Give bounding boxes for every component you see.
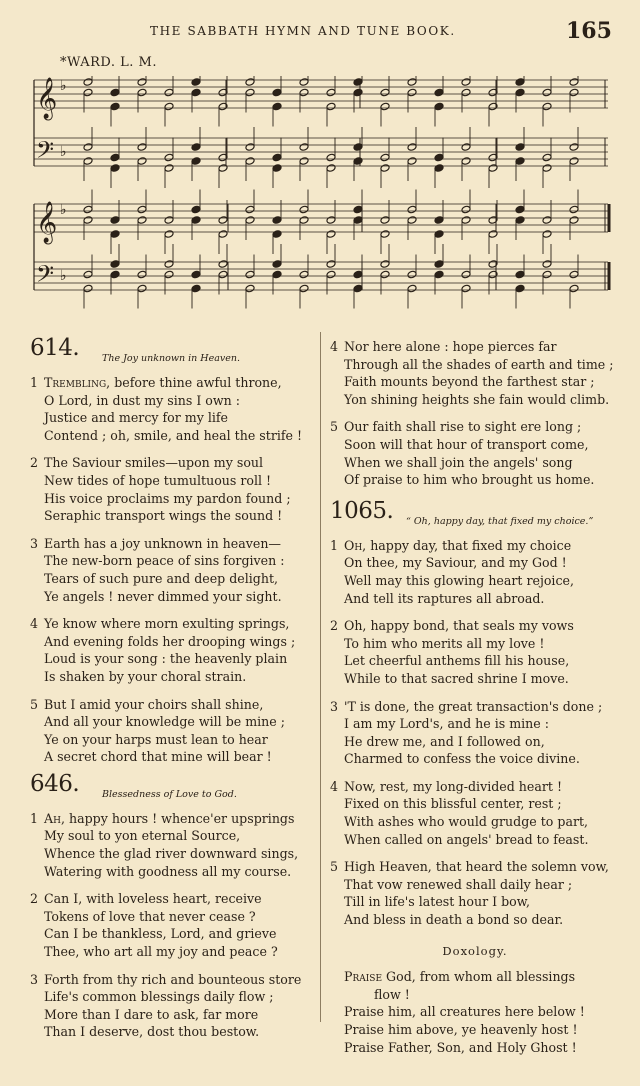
verse-line: Let cheerful anthems fill his house, xyxy=(344,653,570,669)
verse-line: Well may this glowing heart rejoice, xyxy=(344,572,574,588)
hymn-verse xyxy=(330,338,620,408)
verse-line: Earth has a joy unknown in heaven— xyxy=(44,535,282,551)
hymn-block xyxy=(30,770,316,1041)
note-head xyxy=(434,270,444,279)
note-head xyxy=(353,88,363,97)
verse-line-text: happy day, that fixed my choice xyxy=(366,537,572,553)
verse-line: Forth from thy rich and bounteous store xyxy=(44,971,302,987)
note-head xyxy=(542,88,552,97)
note-head xyxy=(434,164,444,173)
note-head xyxy=(326,88,336,97)
verse-line-text: happy hours ! whence'er upsprings xyxy=(64,810,295,826)
note-head xyxy=(569,78,579,87)
hymn-verse xyxy=(30,615,316,685)
note-head xyxy=(515,270,525,279)
hymn-verse xyxy=(30,971,316,1041)
left-column xyxy=(30,335,316,1051)
note-head xyxy=(137,270,147,279)
verse-line: Can I, with loveless heart, receive xyxy=(44,891,262,907)
tune-title: *WARD. L. M. xyxy=(60,55,157,70)
note-head xyxy=(191,284,201,293)
verse-line: Life's common blessings daily flow ; xyxy=(44,989,274,1005)
verse-line: When called on angels' bread to feast. xyxy=(344,831,589,847)
verse-line xyxy=(330,537,620,555)
verse-line: Our faith shall rise to sight ere long ; xyxy=(344,419,582,435)
verse-line: Charmed to confess the voice divine. xyxy=(344,751,580,767)
note-head xyxy=(191,88,201,97)
hymn-verse xyxy=(330,858,620,928)
right-column xyxy=(330,338,620,1056)
note-head xyxy=(83,143,93,152)
note-head xyxy=(407,216,417,225)
note-head xyxy=(83,270,93,279)
hymn-block xyxy=(330,497,620,929)
note-head xyxy=(326,102,336,111)
verse-initial-word: Trembling, xyxy=(44,375,111,390)
note-head xyxy=(110,216,120,225)
note-head xyxy=(407,157,417,166)
note-head xyxy=(83,216,93,225)
verse-number: 3 xyxy=(30,971,39,987)
note-head xyxy=(191,270,201,279)
note-head xyxy=(542,260,552,269)
note-head xyxy=(137,157,147,166)
note-head xyxy=(83,284,93,293)
verse-number: 5 xyxy=(330,859,339,875)
hymn-verse xyxy=(30,810,316,880)
verse-line: When we shall join the angels' song xyxy=(344,454,573,470)
verse-line: Ye know where morn exulting springs, xyxy=(44,616,290,632)
verse-line: Tokens of love that never cease ? xyxy=(44,908,256,924)
verse-line: The Saviour smiles—upon my soul xyxy=(44,455,264,471)
note-head xyxy=(461,157,471,166)
verse-line: Faith mounts beyond the farthest star ; xyxy=(344,374,595,390)
note-head xyxy=(488,164,498,173)
note-head xyxy=(191,216,201,225)
page-header xyxy=(0,18,640,46)
note-head xyxy=(137,88,147,97)
note-head xyxy=(164,260,174,269)
note-head xyxy=(299,143,309,152)
note-head xyxy=(542,153,552,162)
verse-line: Ye on your harps must lean to hear xyxy=(44,731,268,747)
running-title: THE SABBATH HYMN AND TUNE BOOK. xyxy=(150,24,456,38)
note-head xyxy=(326,260,336,269)
note-head xyxy=(164,270,174,279)
verse-line: And tell its raptures all abroad. xyxy=(344,590,545,606)
bass-clef-icon: 𝄢 xyxy=(36,136,55,169)
note-head xyxy=(569,143,579,152)
verse-line: Thee, who art all my joy and peace ? xyxy=(44,944,278,960)
note-head xyxy=(299,205,309,214)
note-head xyxy=(380,260,390,269)
verse-number: 1 xyxy=(30,375,39,390)
verse-line: Oh, happy bond, that seals my vows xyxy=(344,618,574,634)
verse-line: I am my Lord's, and he is mine : xyxy=(344,716,549,732)
flat-key-icon: ♭ xyxy=(60,78,67,94)
note-head xyxy=(569,157,579,166)
note-head xyxy=(137,143,147,152)
verse-number: 3 xyxy=(30,535,39,551)
note-head xyxy=(407,205,417,214)
verse-number: 2 xyxy=(30,455,39,471)
verse-number: 5 xyxy=(330,419,339,435)
verse-number: 4 xyxy=(330,778,339,794)
verse-number: 2 xyxy=(330,618,339,634)
hymn-header xyxy=(30,335,316,374)
note-head xyxy=(542,270,552,279)
note-head xyxy=(569,270,579,279)
note-head xyxy=(137,205,147,214)
verse-line: Can I be thankless, Lord, and grieve xyxy=(44,926,277,942)
hymn-verse xyxy=(30,374,316,444)
note-head xyxy=(245,284,255,293)
note-head xyxy=(191,143,201,152)
verse-line: Now, rest, my long-divided heart ! xyxy=(344,778,563,794)
note-head xyxy=(245,216,255,225)
verse-line: Yon shining heights she fain would climb. xyxy=(344,391,610,407)
verse-number: 1 xyxy=(330,537,339,553)
note-head xyxy=(461,284,471,293)
note-head xyxy=(461,88,471,97)
note-head xyxy=(164,102,174,111)
note-head xyxy=(299,157,309,166)
doxology-title: Doxology. xyxy=(442,943,508,958)
note-head xyxy=(434,230,444,239)
verse-line: On thee, my Saviour, and my God ! xyxy=(344,555,567,571)
verse-line: New tides of hope tumultuous roll ! xyxy=(44,472,272,488)
note-head xyxy=(542,102,552,111)
verse-line: Till in life's latest hour I bow, xyxy=(344,894,531,910)
note-head xyxy=(488,230,498,239)
note-head xyxy=(299,216,309,225)
note-head xyxy=(83,157,93,166)
verse-line: Loud is your song : the heavenly plain xyxy=(44,651,288,667)
verse-line: Nor here alone : hope pierces far xyxy=(344,339,557,354)
note-head xyxy=(542,216,552,225)
note-head xyxy=(299,78,309,87)
note-head xyxy=(218,230,228,239)
verse-line: The new-born peace of sins forgiven : xyxy=(44,553,285,569)
note-head xyxy=(110,260,120,269)
doxology-line: Praise Father, Son, and Holy Ghost ! xyxy=(344,1039,577,1055)
treble-clef-icon: 𝄞 xyxy=(36,78,58,119)
doxology-line: flow ! xyxy=(374,986,410,1002)
verse-line: And bless in death a bond so dear. xyxy=(344,912,564,928)
verse-line: Watering with goodness all my course. xyxy=(44,863,292,879)
verse-initial-word: Ah, xyxy=(44,810,65,826)
note-head xyxy=(326,270,336,279)
note-head xyxy=(461,78,471,87)
hymn-block xyxy=(30,335,316,766)
hymn-verse xyxy=(330,537,620,607)
note-head xyxy=(353,157,363,166)
note-head xyxy=(137,216,147,225)
verse-line: O Lord, in dust my sins I own : xyxy=(44,392,241,408)
note-head xyxy=(164,164,174,173)
note-head xyxy=(434,216,444,225)
hymn-verse xyxy=(330,418,620,488)
verse-line: 'T is done, the great transaction's done ; xyxy=(344,698,603,714)
doxology-line-text: God, from whom all blessings xyxy=(382,969,576,985)
doxology-initial-word: Praise xyxy=(344,969,383,985)
note-head xyxy=(353,284,363,293)
hymn-verse xyxy=(30,454,316,524)
note-head xyxy=(164,216,174,225)
hymn-verse xyxy=(30,535,316,605)
note-head xyxy=(434,260,444,269)
note-head xyxy=(299,284,309,293)
hymn-header xyxy=(330,497,620,537)
note-head xyxy=(353,270,363,279)
hymn-verse xyxy=(330,617,620,687)
note-head xyxy=(110,164,120,173)
note-head xyxy=(191,78,201,87)
hymn-subtitle: Blessedness of Love to God. xyxy=(102,788,237,800)
note-head xyxy=(245,143,255,152)
verse-line: Ye angels ! never dimmed your sight. xyxy=(44,588,282,604)
note-head xyxy=(380,164,390,173)
note-head xyxy=(380,270,390,279)
note-head xyxy=(110,230,120,239)
note-head xyxy=(353,205,363,214)
note-head xyxy=(218,216,228,225)
note-head xyxy=(515,205,525,214)
verse-line: Soon will that hour of transport come, xyxy=(344,436,589,452)
note-head xyxy=(380,153,390,162)
flat-key-icon: ♭ xyxy=(60,268,67,284)
note-head xyxy=(83,78,93,87)
hymn-subtitle: The Joy unknown in Heaven. xyxy=(102,353,240,364)
note-head xyxy=(353,216,363,225)
verse-line xyxy=(30,374,316,392)
verse-number: 3 xyxy=(330,698,339,714)
verse-line: But I amid your choirs shall shine, xyxy=(44,696,264,712)
column-divider xyxy=(320,332,321,1022)
flat-key-icon: ♭ xyxy=(60,202,67,218)
verse-line-text: before thine awful throne, xyxy=(110,375,282,390)
verse-line: Through all the shades of earth and time ; xyxy=(344,356,614,372)
verse-line: That vow renewed shall daily hear ; xyxy=(344,876,573,892)
verse-line: Than I deserve, dost thou bestow. xyxy=(44,1024,260,1040)
verse-line: While to that sacred shrine I move. xyxy=(344,670,569,686)
note-head xyxy=(569,216,579,225)
note-head xyxy=(353,78,363,87)
note-head xyxy=(83,205,93,214)
note-head xyxy=(218,270,228,279)
note-head xyxy=(272,230,282,239)
verse-line xyxy=(30,810,316,828)
verse-line: My soul to yon eternal Source, xyxy=(44,828,241,844)
note-head xyxy=(515,78,525,87)
note-head xyxy=(245,78,255,87)
note-head xyxy=(461,143,471,152)
note-head xyxy=(110,270,120,279)
doxology-line xyxy=(330,968,620,986)
note-head xyxy=(272,88,282,97)
note-head xyxy=(569,88,579,97)
note-head xyxy=(137,78,147,87)
note-head xyxy=(461,205,471,214)
note-head xyxy=(461,270,471,279)
verse-initial-word: Oh, xyxy=(344,537,367,553)
hymn-verse xyxy=(330,698,620,768)
verse-line: To him who merits all my love ! xyxy=(344,635,545,651)
note-head xyxy=(515,284,525,293)
doxology-line: Praise him, all creatures here below ! xyxy=(344,1004,585,1020)
hymn-number: 646. xyxy=(30,770,80,797)
note-head xyxy=(164,153,174,162)
note-head xyxy=(245,270,255,279)
note-head xyxy=(164,230,174,239)
note-head xyxy=(272,270,282,279)
verse-line: And all your knowledge will be mine ; xyxy=(44,714,285,730)
note-head xyxy=(515,88,525,97)
doxology-block xyxy=(330,943,620,1057)
note-head xyxy=(515,143,525,152)
note-head xyxy=(245,88,255,97)
verse-line: And evening folds her drooping wings ; xyxy=(44,633,296,649)
verse-line: High Heaven, that heard the solemn vow, xyxy=(344,859,609,875)
flat-key-icon: ♭ xyxy=(60,144,67,160)
note-head xyxy=(299,88,309,97)
verse-line: More than I dare to ask, far more xyxy=(44,1006,259,1022)
note-head xyxy=(245,205,255,214)
hymn-number: 614. xyxy=(30,335,80,361)
note-head xyxy=(110,102,120,111)
verse-line: With ashes who would grudge to part, xyxy=(344,814,589,830)
note-head xyxy=(542,164,552,173)
note-head xyxy=(272,102,282,111)
verse-line: Seraphic transport wings the sound ! xyxy=(44,508,283,524)
hymn-number: 1065. xyxy=(330,497,394,524)
verse-line: Tears of such pure and deep delight, xyxy=(44,570,279,586)
verse-number: 4 xyxy=(330,339,339,354)
music-score xyxy=(30,76,615,316)
hymn-verse xyxy=(30,696,316,766)
page-number: 165 xyxy=(566,18,612,44)
note-head xyxy=(353,143,363,152)
verse-line: He drew me, and I followed on, xyxy=(344,733,545,749)
note-head xyxy=(326,164,336,173)
note-head xyxy=(569,284,579,293)
note-head xyxy=(461,216,471,225)
note-head xyxy=(380,88,390,97)
verse-line: A secret chord that mine will bear ! xyxy=(44,749,272,765)
note-head xyxy=(191,157,201,166)
note-head xyxy=(434,102,444,111)
note-head xyxy=(542,230,552,239)
note-head xyxy=(434,153,444,162)
note-head xyxy=(326,230,336,239)
note-head xyxy=(407,143,417,152)
note-head xyxy=(164,88,174,97)
hymn-verse xyxy=(330,778,620,848)
note-head xyxy=(380,216,390,225)
note-head xyxy=(272,260,282,269)
verse-line: Fixed on this blissful center, rest ; xyxy=(344,796,562,812)
note-head xyxy=(434,88,444,97)
hymn-subtitle: “ Oh, happy day, that fixed my choice.” xyxy=(406,515,594,527)
note-head xyxy=(326,216,336,225)
note-head xyxy=(407,78,417,87)
verse-line: Whence the glad river downward sings, xyxy=(44,846,299,862)
note-head xyxy=(407,284,417,293)
note-head xyxy=(299,270,309,279)
note-head xyxy=(407,270,417,279)
hymn-header xyxy=(30,770,316,810)
note-head xyxy=(83,88,93,97)
note-head xyxy=(245,157,255,166)
note-head xyxy=(515,157,525,166)
verse-line: Of praise to him who brought us home. xyxy=(344,472,595,488)
note-head xyxy=(380,230,390,239)
verse-line: Justice and mercy for my life xyxy=(44,410,228,426)
note-head xyxy=(407,88,417,97)
note-head xyxy=(326,153,336,162)
note-head xyxy=(110,88,120,97)
note-head xyxy=(272,164,282,173)
hymn-verse xyxy=(30,890,316,960)
note-head xyxy=(515,216,525,225)
note-head xyxy=(191,205,201,214)
verse-number: 5 xyxy=(30,696,39,712)
note-head xyxy=(218,260,228,269)
doxology-line: Praise him above, ye heavenly host ! xyxy=(344,1022,578,1037)
verse-number: 2 xyxy=(30,891,39,907)
verse-line: His voice proclaims my pardon found ; xyxy=(44,490,291,506)
verse-line: Contend ; oh, smile, and heal the strife ! xyxy=(44,427,303,443)
treble-clef-icon: 𝄞 xyxy=(36,202,58,243)
note-head xyxy=(218,164,228,173)
verse-number: 4 xyxy=(30,616,39,632)
note-head xyxy=(569,205,579,214)
note-head xyxy=(272,153,282,162)
note-head xyxy=(272,216,282,225)
bass-clef-icon: 𝄢 xyxy=(36,260,55,293)
note-head xyxy=(137,284,147,293)
note-head xyxy=(380,102,390,111)
verse-line: Is shaken by your choral strain. xyxy=(44,668,247,684)
note-head xyxy=(110,153,120,162)
verse-number: 1 xyxy=(30,810,39,826)
